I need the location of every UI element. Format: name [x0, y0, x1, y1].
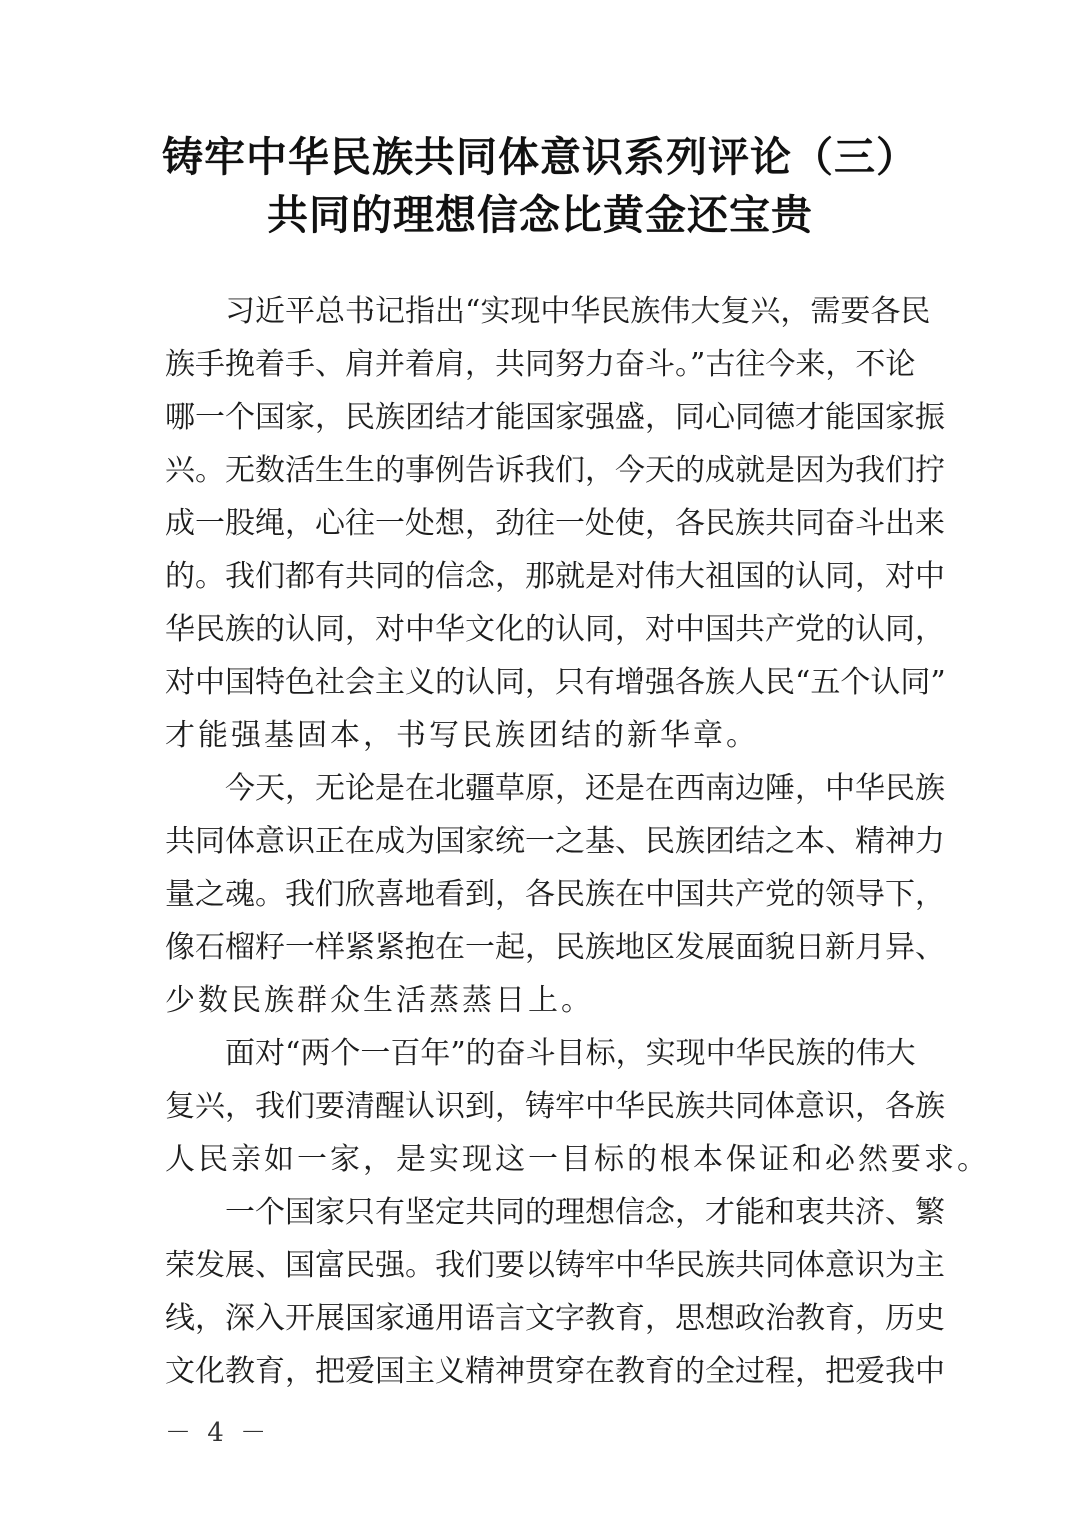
text-line: 线，深入开展国家通用语言文字教育，思想政治教育，历史 [165, 1301, 945, 1336]
text-line: 面对“两个一百年”的奋斗目标，实现中华民族的伟大 [225, 1036, 916, 1071]
page-number: － 4 － [165, 1418, 271, 1448]
text-line: 人民亲如一家，是实现这一目标的根本保证和必然要求。 [165, 1142, 990, 1177]
text-line: 的。我们都有共同的信念，那就是对伟大祖国的认同，对中 [165, 559, 945, 594]
paragraph-2 [165, 762, 945, 1027]
title-line-2: 共同的理想信念比黄金还宝贵 [267, 191, 813, 239]
text-line: 共同体意识正在成为国家统一之基、民族团结之本、精神力 [165, 824, 945, 859]
text-line: 哪一个国家，民族团结才能国家强盛，同心同德才能国家振 [165, 400, 945, 435]
text-line: 一个国家只有坚定共同的理想信念，才能和衷共济、繁 [225, 1195, 945, 1230]
text-line: 才能强基固本，书写民族团结的新华章。 [165, 718, 759, 753]
text-line: 量之魂。我们欣喜地看到，各民族在中国共产党的领导下， [165, 877, 945, 912]
text-line: 文化教育，把爱国主义精神贯穿在教育的全过程，把爱我中 [165, 1354, 945, 1389]
text-line: 成一股绳，心往一处想，劲往一处使，各民族共同奋斗出来 [165, 506, 945, 541]
document-title [0, 128, 1080, 244]
text-line: 习近平总书记指出“实现中华民族伟大复兴，需要各民 [225, 294, 931, 329]
text-line: 华民族的认同，对中华文化的认同，对中国共产党的认同， [165, 612, 945, 647]
paragraph-4 [165, 1186, 945, 1398]
text-line: 今天，无论是在北疆草原，还是在西南边陲，中华民族 [225, 771, 945, 806]
text-line: 兴。无数活生生的事例告诉我们，今天的成就是因为我们拧 [165, 453, 945, 488]
text-line: 族手挽着手、肩并着肩，共同努力奋斗。”古往今来，不论 [165, 347, 916, 382]
paragraph-3 [165, 1027, 990, 1186]
title-line-1: 铸牢中华民族共同体意识系列评论（三） [162, 133, 918, 181]
paragraph-1 [165, 285, 946, 762]
document-body [165, 285, 990, 1398]
text-line: 少数民族群众生活蒸蒸日上。 [165, 983, 594, 1018]
text-line: 对中国特色社会主义的认同，只有增强各族人民“五个认同” [165, 665, 946, 700]
text-line: 荣发展、国富民强。我们要以铸牢中华民族共同体意识为主 [165, 1248, 945, 1283]
text-line: 像石榴籽一样紧紧抱在一起，民族地区发展面貌日新月异、 [165, 930, 945, 965]
text-line: 复兴，我们要清醒认识到，铸牢中华民族共同体意识，各族 [165, 1089, 945, 1124]
